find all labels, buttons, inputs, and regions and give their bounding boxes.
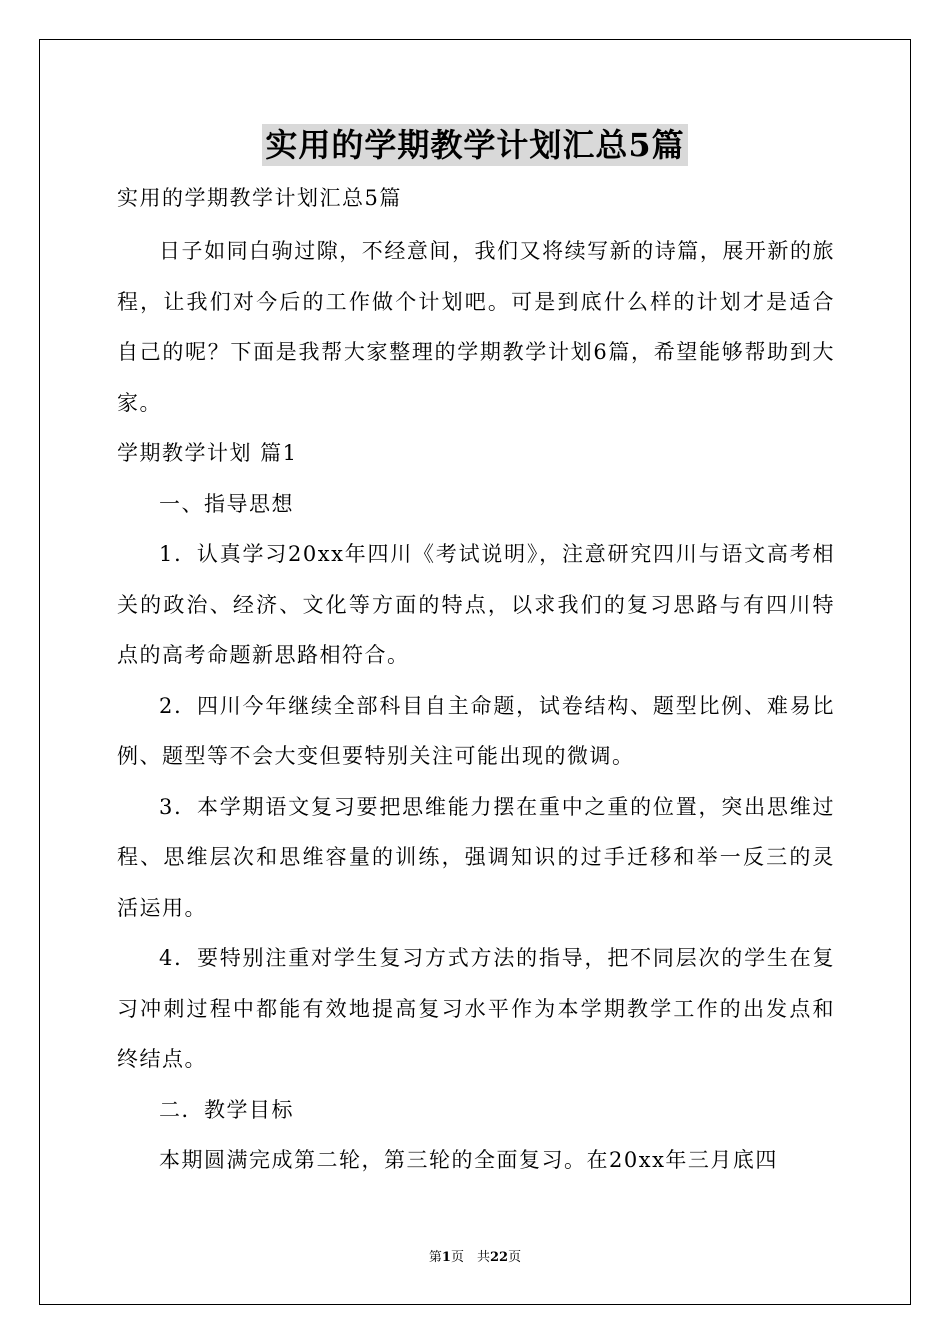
paragraph-goals: 本期圆满完成第二轮，第三轮的全面复习。在20xx年三月底四 xyxy=(159,1148,778,1172)
footer-current-page: 1 xyxy=(441,1250,451,1265)
footer-total-pages: 22 xyxy=(489,1250,509,1265)
section-heading-plan-1: 学期教学计划 篇1 xyxy=(117,441,298,465)
heading-teaching-goals: 二．教学目标 xyxy=(159,1097,294,1122)
document-subtitle: 实用的学期教学计划汇总5篇 xyxy=(117,186,402,210)
footer-prefix: 第 xyxy=(428,1250,442,1265)
page-footer xyxy=(0,1246,950,1265)
document-body xyxy=(117,178,835,1186)
intro-paragraph: 日子如同白驹过隙，不经意间，我们又将续写新的诗篇，展开新的旅程，让我们对今后的工作做个计划吧。可是到底什么样的计划才是适合自己的呢？下面是我帮大家整理的学期教学计划6篇，希望能够帮助到大家。 xyxy=(117,239,835,415)
title-container xyxy=(0,124,950,166)
document-title: 实用的学期教学计划汇总5篇 xyxy=(262,124,687,166)
paragraph-item-2: 2．四川今年继续全部科目自主命题，试卷结构、题型比例、难易比例、题型等不会大变但要特别关注可能出现的微调。 xyxy=(117,693,835,768)
footer-suffix: 页 xyxy=(508,1250,522,1265)
heading-guiding-ideology: 一、指导思想 xyxy=(159,491,294,516)
paragraph-item-3: 3．本学期语文复习要把思维能力摆在重中之重的位置，突出思维过程、思维层次和思维容量的训练，强调知识的过手迁移和举一反三的灵活运用。 xyxy=(117,794,835,920)
paragraph-item-4: 4．要特别注重对学生复习方式方法的指导，把不同层次的学生在复习冲刺过程中都能有效地提高复习水平作为本学期教学工作的出发点和终结点。 xyxy=(117,946,835,1071)
footer-mid: 页 共 xyxy=(450,1250,490,1265)
paragraph-item-1: 1．认真学习20xx年四川《考试说明》，注意研究四川与语文高考相关的政治、经济、文化等方面的特点，以求我们的复习思路与有四川特点的高考命题新思路相符合。 xyxy=(117,542,835,667)
